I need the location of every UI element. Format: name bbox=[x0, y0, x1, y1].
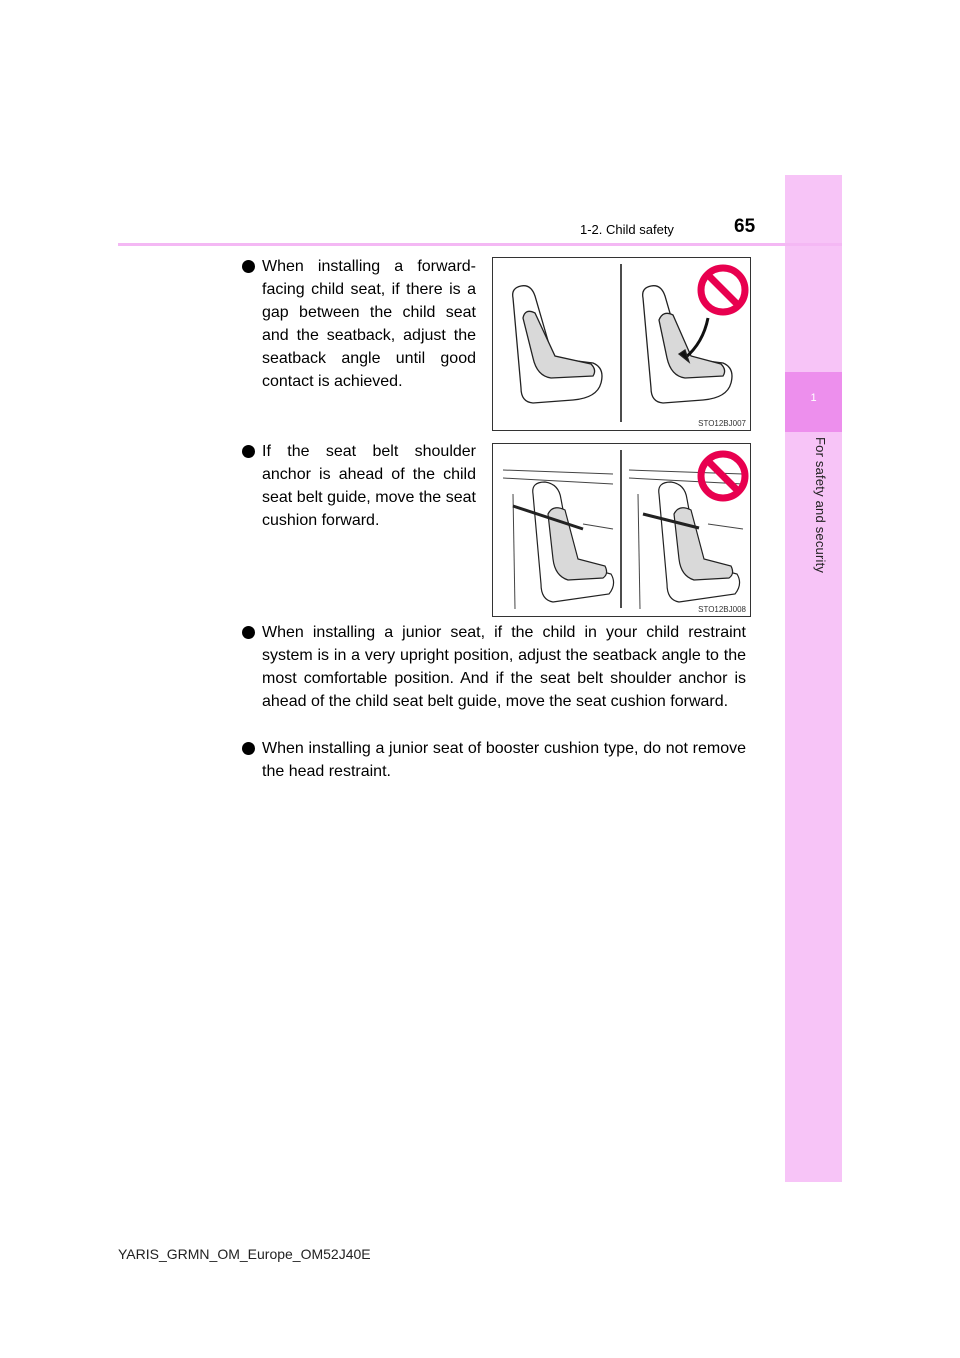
bullet-text: If the seat belt shoulder anchor is ahead of the child seat belt guide, move the seat cushion forward. bbox=[262, 443, 476, 529]
figure-code: STO12BJ008 bbox=[698, 605, 746, 614]
chapter-title: For safety and security bbox=[813, 437, 828, 574]
bullet-dot bbox=[242, 626, 255, 639]
bullet-text: When installing a junior seat of booster cushion type, do not remove the head restraint. bbox=[262, 740, 746, 780]
chapter-side-tab bbox=[785, 175, 842, 1182]
bullet-item-3 bbox=[262, 621, 746, 713]
bullet-text: When installing a forward-facing child seat, if there is a gap between the child seat and the seatback, adjust the seatback angle until good contact is achieved. bbox=[262, 258, 476, 390]
figure-seatback-gap bbox=[492, 257, 751, 431]
seat-illustration bbox=[493, 258, 750, 430]
bullet-text: When installing a junior seat, if the child in your child restraint system is in a very upright position, adjust the seatback angle to the most comfortable position. And if the seat belt shoulder anchor is ahead of the child seat belt guide, move the seat cushion forward. bbox=[262, 624, 746, 710]
figure-code: STO12BJ007 bbox=[698, 419, 746, 428]
document-id: YARIS_GRMN_OM_Europe_OM52J40E bbox=[118, 1246, 371, 1262]
bullet-item-2 bbox=[262, 440, 476, 532]
header-rule bbox=[118, 243, 842, 246]
prohibition-icon bbox=[701, 268, 745, 312]
seat-belt-illustration bbox=[493, 444, 750, 616]
section-title: 1-2. Child safety bbox=[580, 222, 674, 237]
chapter-number: 1 bbox=[810, 392, 817, 404]
bullet-dot bbox=[242, 445, 255, 458]
prohibition-icon bbox=[701, 454, 745, 498]
bullet-dot bbox=[242, 260, 255, 273]
figure-shoulder-anchor bbox=[492, 443, 751, 617]
chapter-number-box bbox=[785, 372, 842, 432]
page-number: 65 bbox=[734, 216, 756, 237]
bullet-item-1 bbox=[262, 255, 476, 393]
bullet-item-4 bbox=[262, 737, 746, 783]
bullet-dot bbox=[242, 742, 255, 755]
